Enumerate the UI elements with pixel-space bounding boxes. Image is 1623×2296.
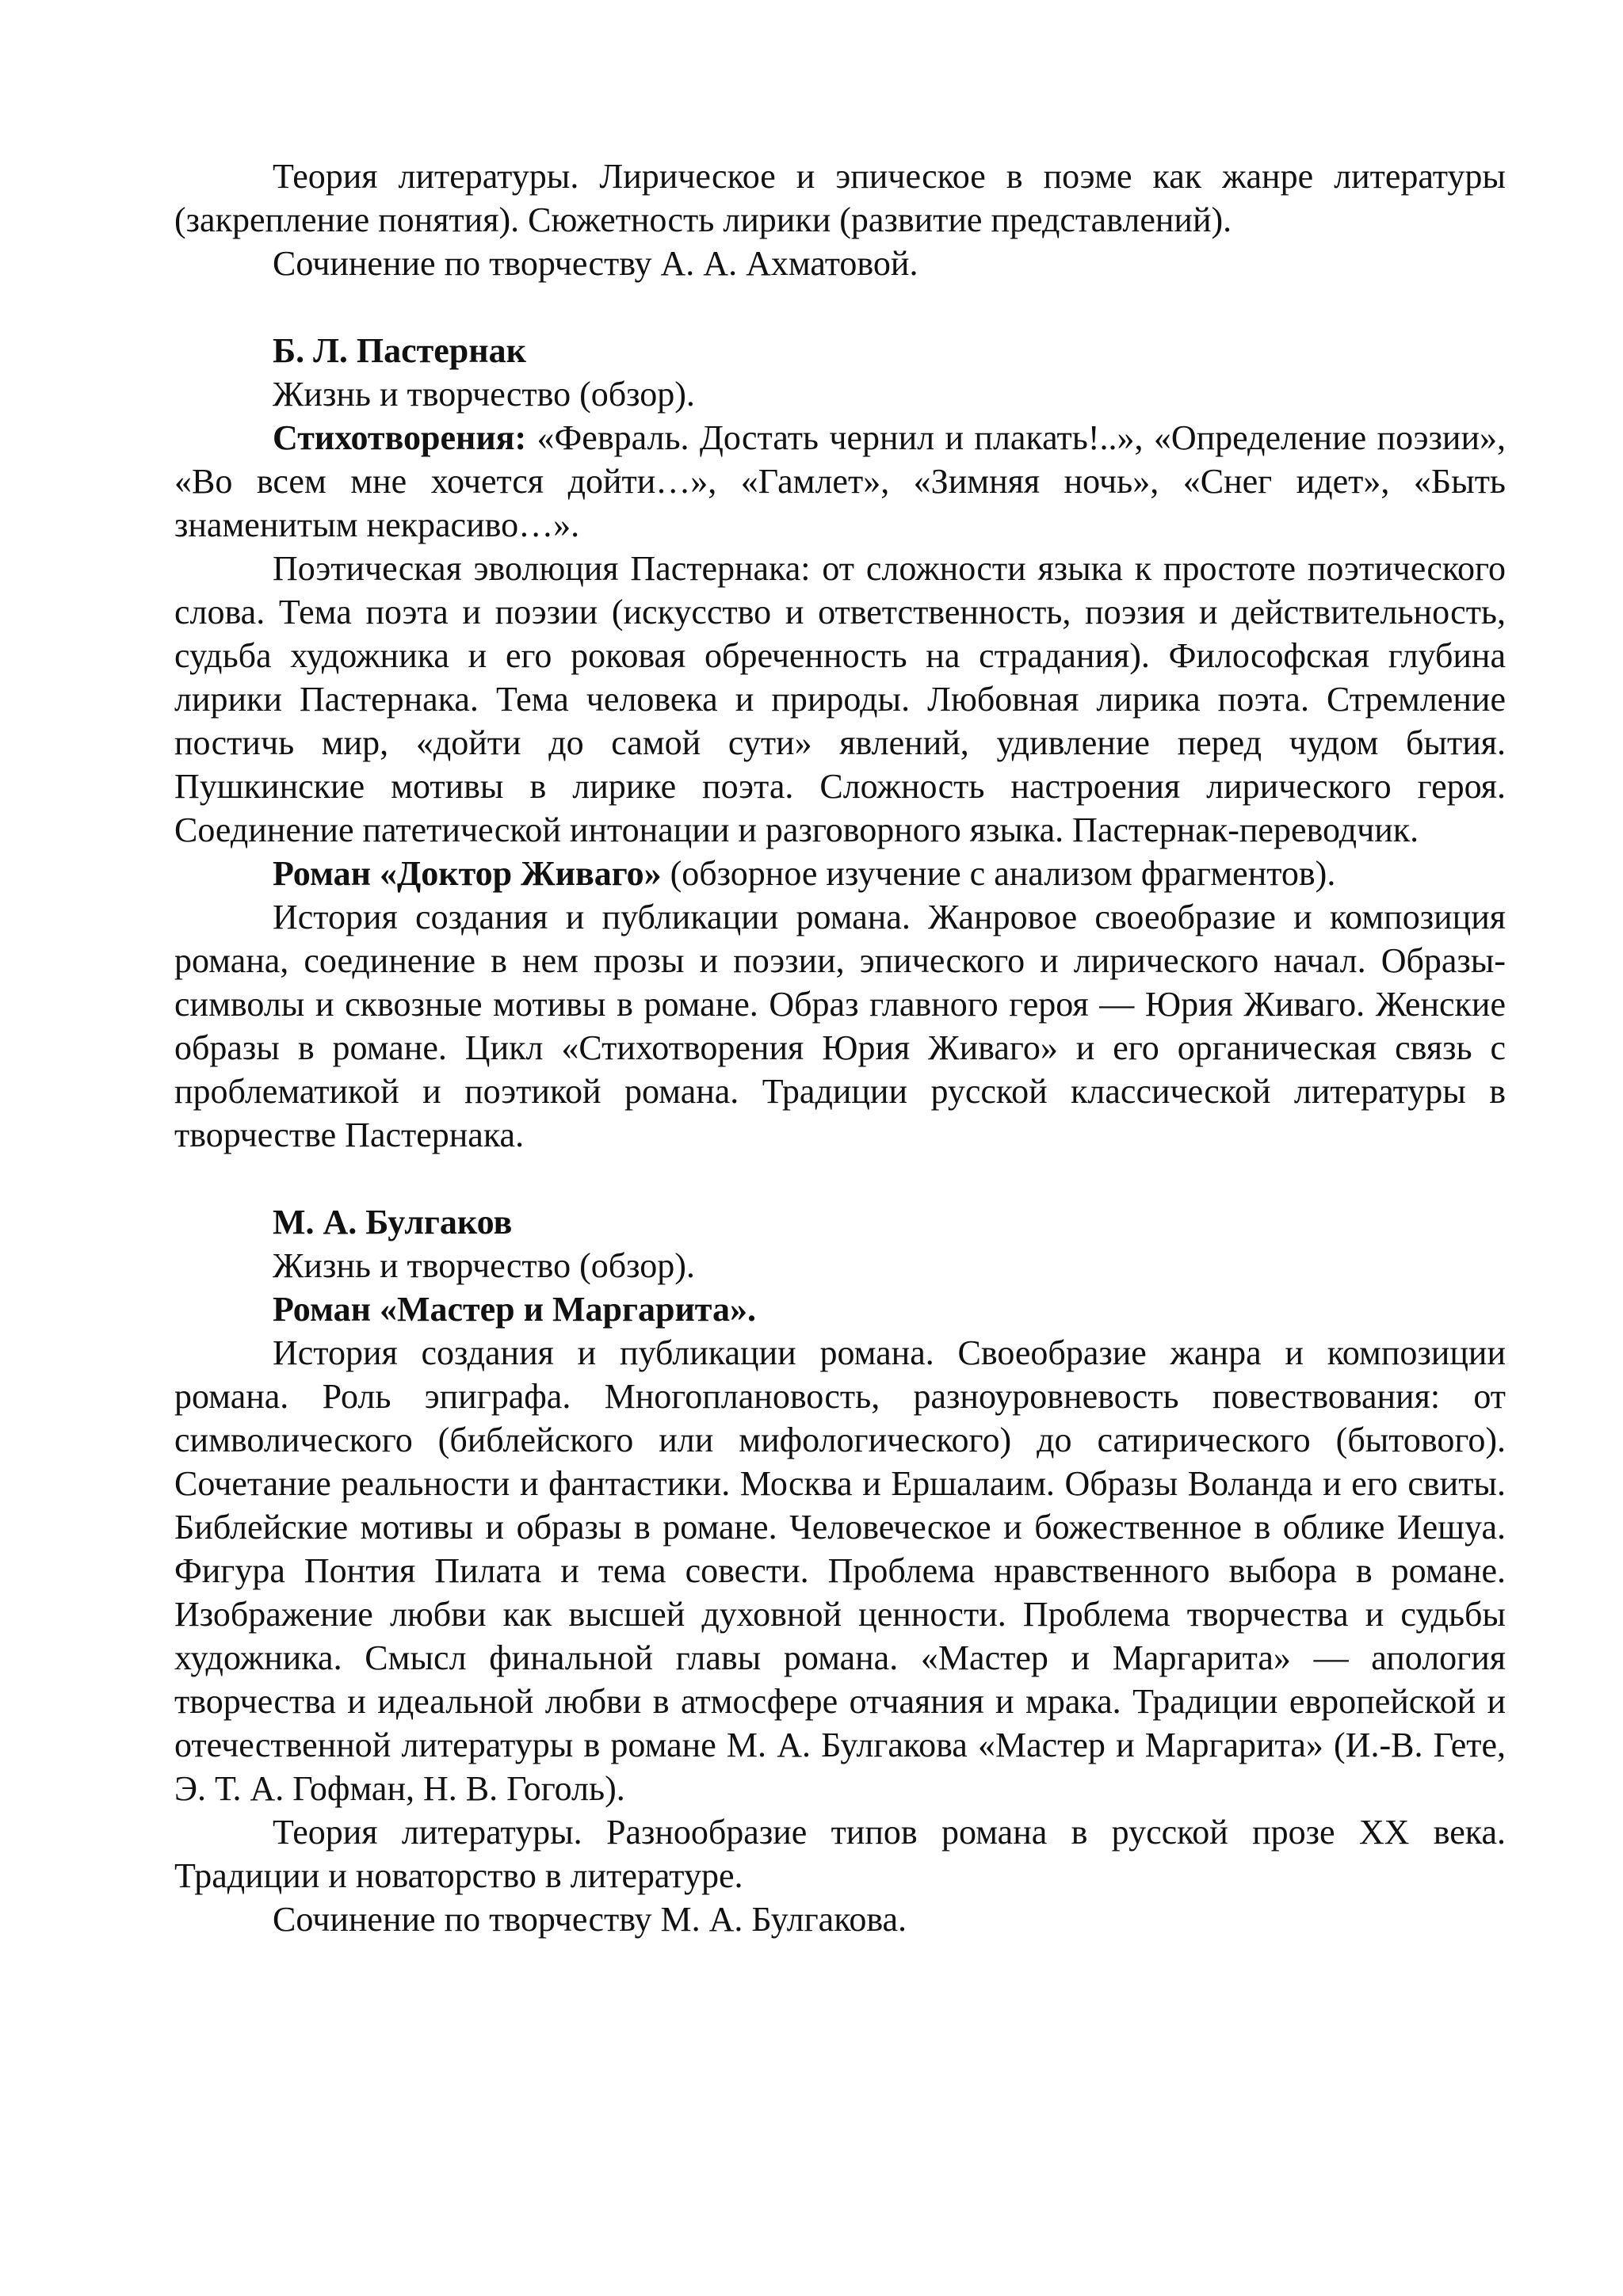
bulgakov-novel-title: Роман «Мастер и Маргарита». <box>273 1290 756 1329</box>
novel-note: (обзорное изучение с анализом фрагментов). <box>661 854 1336 893</box>
poems-list: «Февраль. Достать чернил и плакать!..», «Определение поэзии», «Во всем мне хочется дойти…», «Гамлет», «Зимняя ночь», «Снег идет», «Быть знаменитым некрасиво…». <box>174 418 1506 544</box>
pasternak-evolution-paragraph: Поэтическая эволюция Пастернака: от сложности языка к простоте поэтического слова. Тема поэта и поэзии (искусство и ответственность, поэзия и действительность, судьба художника и его роковая обреченность на страдания). Философская глубина лирики Пастернака. Тема человека и природы. Любовная лирика поэта. Стремление постичь мир, «дойти до самой сути» явлений, удивление перед чудом бытия. Пушкинские мотивы в лирике поэта. Сложность настроения лирического героя. Соединение патетической интонации и разговорного языка. Пастернак-переводчик. <box>174 549 1506 849</box>
bulgakov-overview: Жизнь и творчество (обзор). <box>273 1246 695 1285</box>
akhmatova-essay-paragraph: Сочинение по творчеству А. А. Ахматовой. <box>273 244 918 283</box>
pasternak-novel-title-paragraph <box>174 852 1506 895</box>
section-spacer <box>174 285 1506 329</box>
pasternak-novel-paragraph: История создания и публикации романа. Жанровое своеобразие и композиция романа, соединение в нем прозы и поэзии, эпического и лирического начал. Образы-символы и сквозные мотивы в романе. Образ главного героя — Юрия Живаго. Женские образы в романе. Цикл «Стихотворения Юрия Живаго» и его органическая связь с проблематикой и поэтикой романа. Традиции русской классической литературы в творчестве Пастернака. <box>174 898 1506 1154</box>
poems-label: Стихотворения: <box>273 418 527 457</box>
bulgakov-novel-paragraph: История создания и публикации романа. Своеобразие жанра и композиции романа. Роль эпиграфа. Многоплановость, разноуровневость повествования: от символического (библейского или мифологического) до сатирического (бытового). Сочетание реальности и фантастики. Москва и Ершалаим. Образы Воланда и его свиты. Библейские мотивы и образы в романе. Человеческое и божественное в облике Иешуа. Фигура Понтия Пилата и тема совести. Проблема нравственного выбора в романе. Изображение любви как высшей духовной ценности. Проблема творчества и судьбы художника. Смысл финальной главы романа. «Мастер и Маргарита» — апология творчества и идеальной любви в атмосфере отчаяния и мрака. Традиции европейской и отечественной литературы в романе М. А. Булгакова «Мастер и Маргарита» (И.-В. Гете, Э. Т. А. Гофман, Н. В. Гоголь). <box>174 1333 1506 1808</box>
akhmatova-theory-paragraph: Теория литературы. Лирическое и эпическое в поэме как жанре литературы (закрепление понятия). Сюжетность лирики (развитие представлений). <box>174 157 1506 239</box>
bulgakov-heading: М. А. Булгаков <box>273 1203 513 1241</box>
pasternak-heading: Б. Л. Пастернак <box>273 331 526 370</box>
bulgakov-theory-paragraph: Теория литературы. Разнообразие типов романа в русской прозе XX века. Традиции и новаторство в литературе. <box>174 1813 1506 1895</box>
document-page <box>174 154 1506 1941</box>
bulgakov-essay-paragraph: Сочинение по творчеству М. А. Булгакова. <box>273 1900 907 1939</box>
pasternak-overview: Жизнь и творчество (обзор). <box>273 375 695 414</box>
novel-label: Роман «Доктор Живаго» <box>273 854 662 893</box>
pasternak-poems-paragraph <box>174 416 1506 547</box>
section-spacer <box>174 1157 1506 1200</box>
